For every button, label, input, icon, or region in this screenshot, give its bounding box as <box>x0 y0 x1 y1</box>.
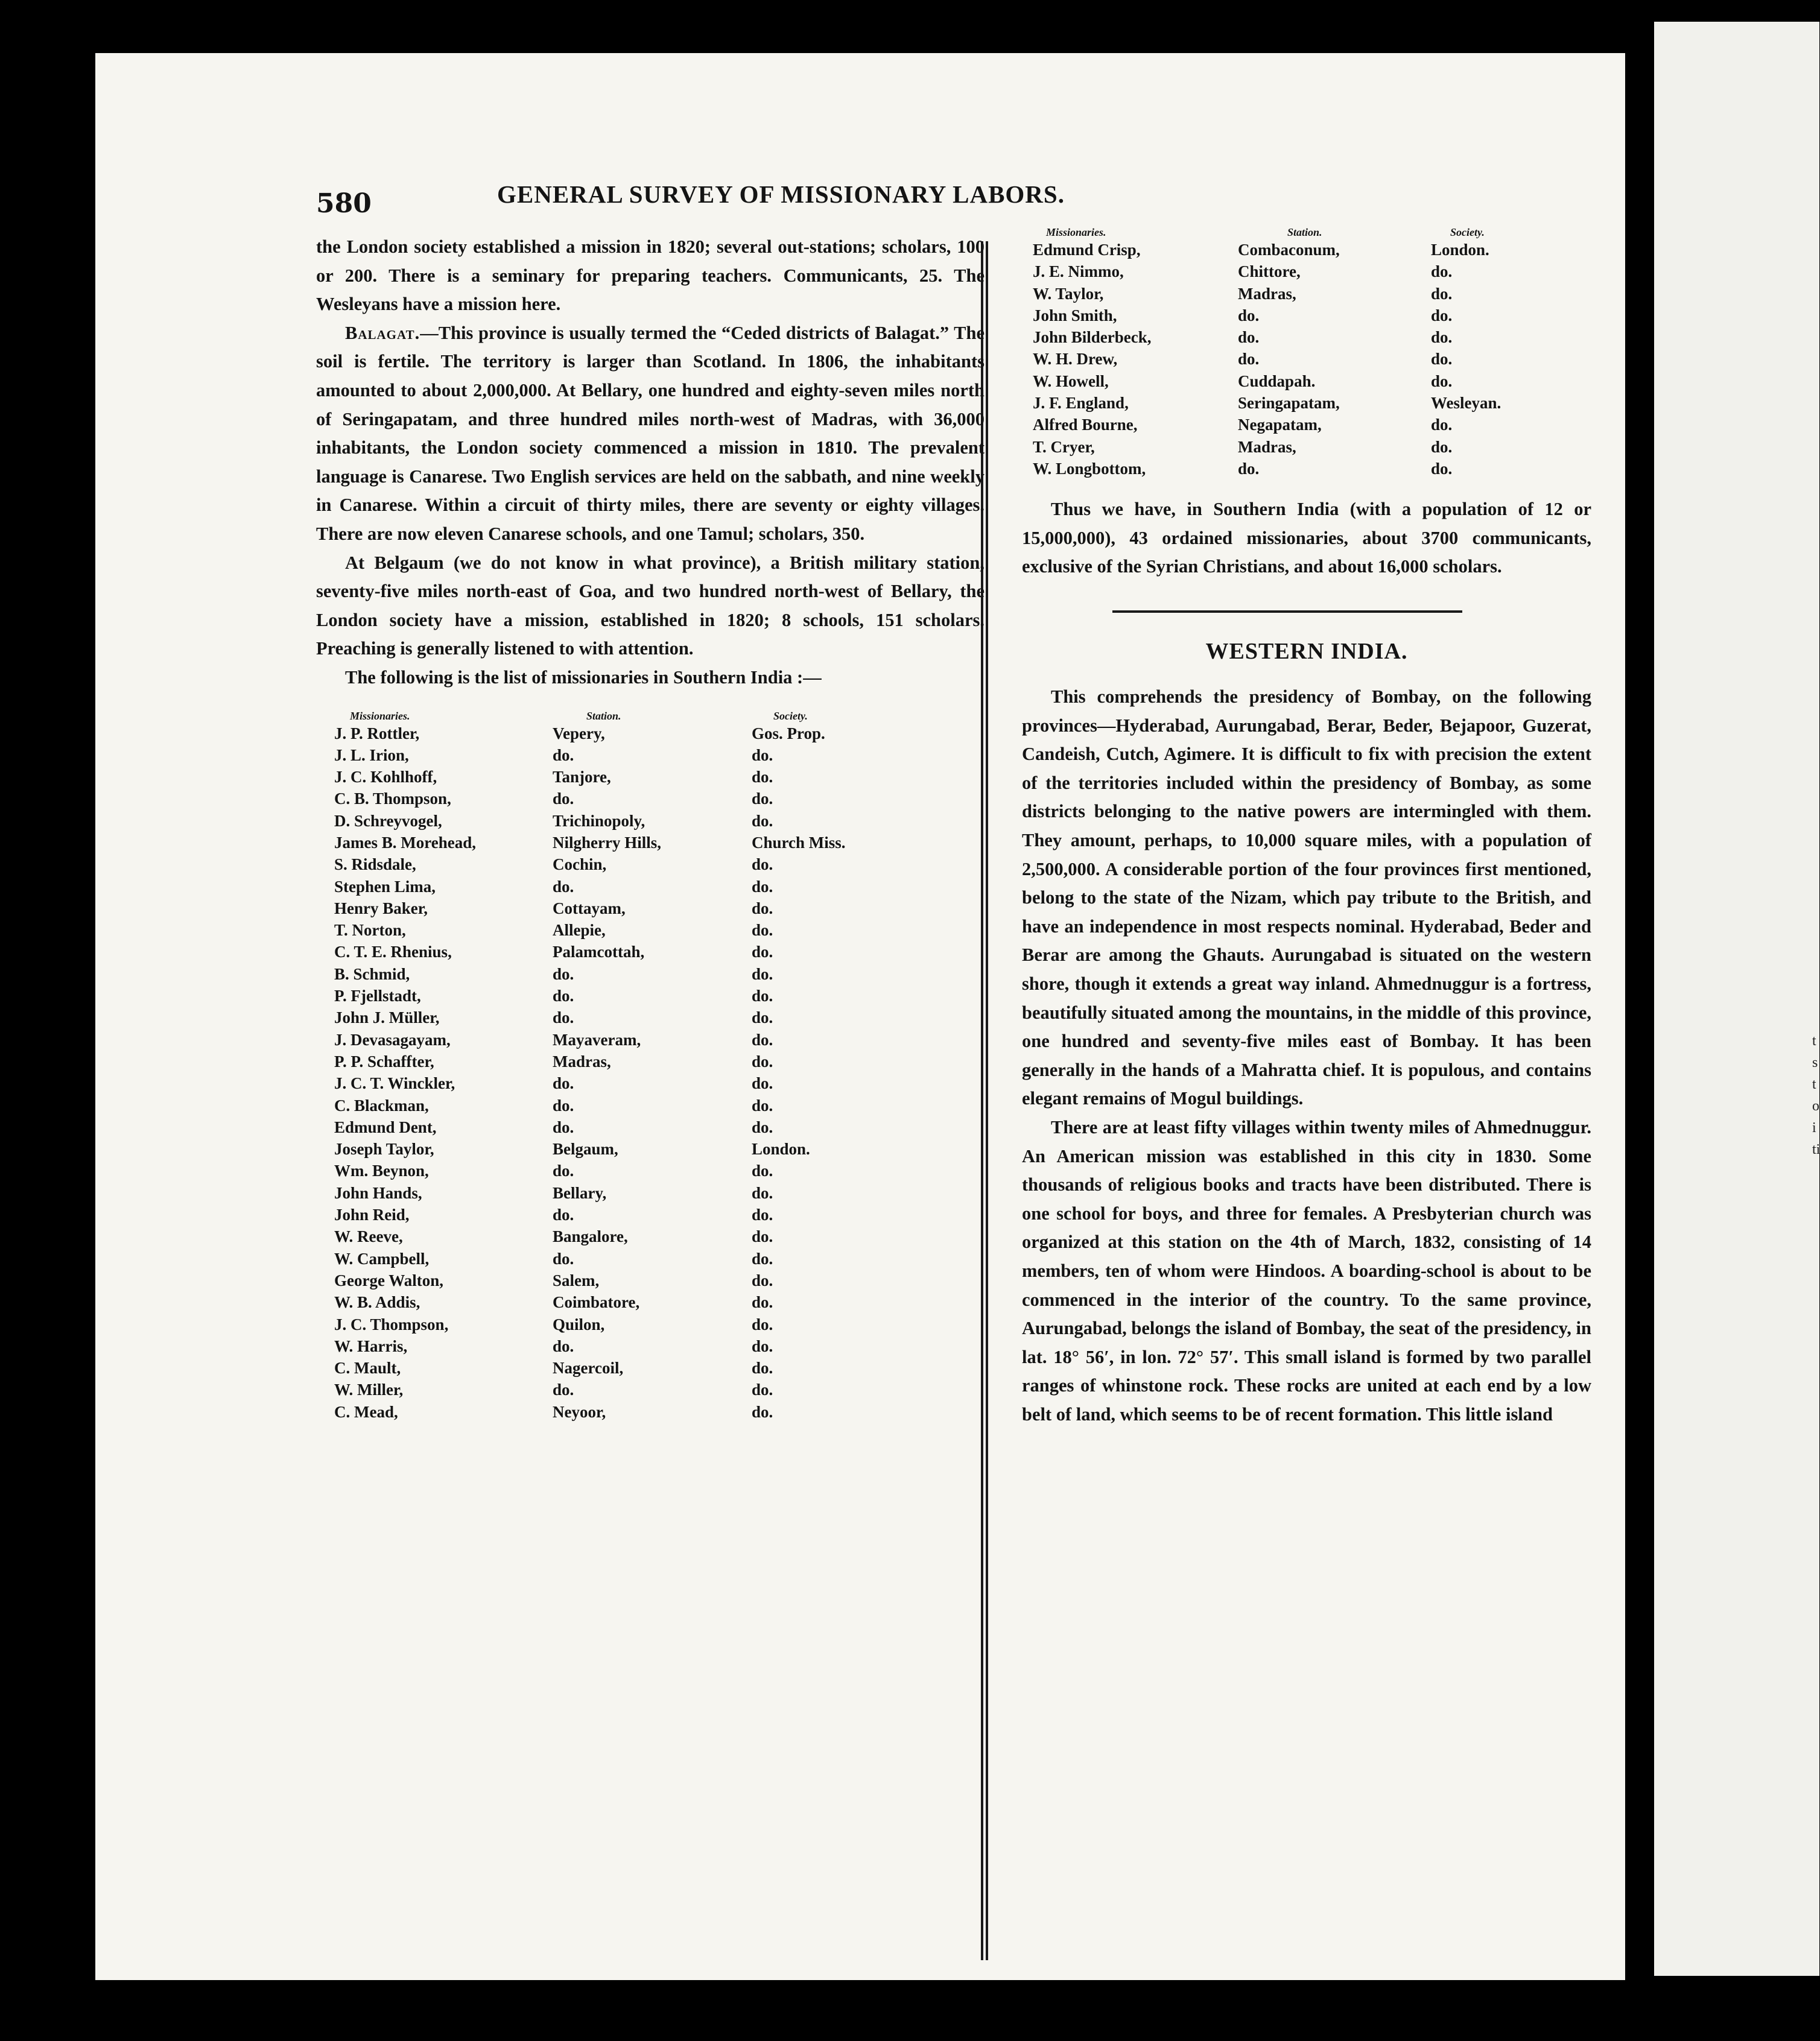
missionary-name: B. Schmid, <box>334 964 410 983</box>
missionary-name: P. P. Schaffter, <box>334 1052 434 1071</box>
station-name: Neyoor, <box>553 1402 606 1421</box>
station-name: do. <box>553 987 574 1005</box>
facing-page-edge <box>1654 22 1819 1976</box>
paragraph: There are at least fifty villages within twenty miles of Ahmednuggur. An American mission was established in this city in 1830. Some thousands of religious books and tracts have been distributed. There is one school for boys, and three for females. A Presbyterian church was organized at this station on the 4th of March, 1832, consisting of 14 members, ten of whom were Hindoos. A boarding-school is about to be commenced in the interior of the country. To the same province, Aurungabad, belongs the island of Bombay, the seat of the presidency, in lat. 18° 56′, in lon. 72° 57′. This small island is formed by two parallel ranges of whinstone rock. These rocks are united at each end by a low belt of land, which seems to be of recent formation. This little island <box>1022 1116 1591 1425</box>
society-name: Wesleyan. <box>1431 394 1501 413</box>
column-header: Missionaries. <box>1046 226 1106 238</box>
left-column <box>316 233 985 1964</box>
table-row <box>1022 261 1591 282</box>
society-name: do. <box>752 987 773 1005</box>
society-name: Church Miss. <box>752 833 846 852</box>
station-name: Mayaveram, <box>553 1030 641 1049</box>
missionary-name: W. Harris, <box>334 1337 408 1355</box>
society-name: London. <box>752 1140 810 1159</box>
paragraph: the London society established a mission in 1820; several out-stations; scholars, 100 or 200. There is a seminary for preparing teachers. Communicants, 25. The Wesleyans have a mission here. <box>316 236 985 315</box>
table-row <box>316 963 985 985</box>
station-name: do. <box>1238 328 1260 347</box>
station-name: do. <box>1238 459 1260 478</box>
society-name: do. <box>1431 459 1453 478</box>
table-row <box>1022 348 1591 370</box>
station-name: do. <box>553 877 574 896</box>
column-header: Station. <box>586 709 621 722</box>
station-name: Bangalore, <box>553 1227 628 1246</box>
station-name: Allepie, <box>553 921 606 940</box>
missionary-name: Edmund Crisp, <box>1033 241 1141 259</box>
society-name: do. <box>752 1337 773 1355</box>
station-name: Tanjore, <box>553 768 611 786</box>
missionary-name: C. Blackman, <box>334 1096 429 1115</box>
column-header: Station. <box>1287 226 1322 238</box>
society-name: do. <box>1431 306 1453 324</box>
missionary-name: W. B. Addis, <box>334 1293 420 1312</box>
table-row <box>316 744 985 766</box>
paragraph-text: —This province is usually termed the “Ceded districts of Balagat.” The soil is fertile. The territory is larger than Scotland. In 1806, the inhabitants amounted to about 2,000,000. At Bellary, one hundred and eighty-seven miles north of Seringapatam, and three hundred miles north-west of Madras, with 36,000 inhabitants, the London society commenced a mission in 1810. The prevalent language is Canarese. Two English services are held on the sabbath, and nine weekly in Canarese. Within a circuit of thirty miles, there are seventy or eighty villages. There are now eleven Canarese schools, and one Tamul; scholars, 350. <box>316 322 985 544</box>
missionary-name: W. Reeve, <box>334 1227 403 1246</box>
society-name: do. <box>1431 372 1453 390</box>
society-name: do. <box>752 943 773 961</box>
society-name: do. <box>752 855 773 874</box>
page-fragment-text: s <box>1812 1055 1818 1071</box>
station-name: Vepery, <box>553 724 605 742</box>
missionary-name: J. C. Kohlhoff, <box>334 768 437 786</box>
society-name: do. <box>1431 284 1453 303</box>
station-name: do. <box>553 1249 574 1268</box>
society-name: do. <box>1431 262 1453 281</box>
missionary-name: W. Longbottom, <box>1033 459 1146 478</box>
table-row <box>316 1029 985 1051</box>
column-header: Society. <box>773 709 808 722</box>
station-name: Nilgherry Hills, <box>553 833 661 852</box>
table-row <box>1022 305 1591 326</box>
missionary-name: J. P. Rottler, <box>334 724 420 742</box>
table-row <box>316 832 985 853</box>
missionary-name: Alfred Bourne, <box>1033 416 1138 434</box>
missionary-name: J. E. Nimmo, <box>1033 262 1124 281</box>
society-name: do. <box>752 745 773 764</box>
station-name: Cuddapah. <box>1238 372 1316 390</box>
table-row <box>1022 436 1591 458</box>
paragraph: At Belgaum (we do not know in what province), a British military station, seventy-five miles north-east of Goa, and two hundred north-west of Bellary, the London society have a mission, established in 1820; 8 schools, 151 scholars. Preaching is generally listened to with attention. <box>316 552 985 659</box>
station-name: Palamcottah, <box>553 943 645 961</box>
society-name: do. <box>752 811 773 830</box>
table-row <box>316 766 985 788</box>
book-page <box>95 53 1625 1980</box>
table-row <box>316 1226 985 1247</box>
page-fragment-text: t <box>1812 1033 1816 1049</box>
station-name: Madras, <box>553 1052 611 1071</box>
society-name: do. <box>752 790 773 808</box>
missionary-name: John Bilderbeck, <box>1033 328 1152 347</box>
missionary-name: C. Mead, <box>334 1402 398 1421</box>
table-row <box>316 1116 985 1138</box>
station-name: Combaconum, <box>1238 241 1340 259</box>
society-name: do. <box>752 1402 773 1421</box>
society-name: do. <box>752 1118 773 1136</box>
table-row <box>1022 392 1591 414</box>
station-name: Coimbatore, <box>553 1293 640 1312</box>
table-row <box>316 1401 985 1423</box>
missionary-name: J. C. T. Winckler, <box>334 1074 455 1093</box>
missionary-name: Wm. Beynon, <box>334 1162 429 1180</box>
society-name: do. <box>752 1315 773 1334</box>
society-name: do. <box>752 1183 773 1202</box>
station-name: do. <box>553 1162 574 1180</box>
missionary-name: John Smith, <box>1033 306 1117 324</box>
station-name: Quilon, <box>553 1315 605 1334</box>
station-name: Nagercoil, <box>553 1359 624 1378</box>
station-name: Cochin, <box>553 855 607 874</box>
table-row <box>316 1007 985 1028</box>
table-row <box>316 1335 985 1357</box>
page-header <box>316 180 1293 222</box>
missionary-name: John Reid, <box>334 1206 410 1224</box>
station-name: do. <box>553 1337 574 1355</box>
society-name: do. <box>752 1096 773 1115</box>
column-header: Missionaries. <box>350 709 410 722</box>
society-name: do. <box>1431 350 1453 369</box>
society-name: do. <box>752 1052 773 1071</box>
society-name: do. <box>752 1293 773 1312</box>
society-name: do. <box>752 768 773 786</box>
society-name: do. <box>752 877 773 896</box>
table-row <box>316 853 985 875</box>
station-name: do. <box>553 790 574 808</box>
missionary-table <box>1022 239 1591 479</box>
society-name: do. <box>752 921 773 940</box>
missionary-name: J. Devasagayam, <box>334 1030 451 1049</box>
missionary-name: Joseph Taylor, <box>334 1140 434 1159</box>
society-name: do. <box>1431 437 1453 456</box>
table-row <box>316 1248 985 1270</box>
society-name: London. <box>1431 241 1489 259</box>
missionary-name: W. Taylor, <box>1033 284 1104 303</box>
station-name: Madras, <box>1238 437 1296 456</box>
station-name: Negapatam, <box>1238 416 1322 434</box>
right-column <box>1022 221 1591 1964</box>
missionary-name: W. Howell, <box>1033 372 1109 390</box>
page-fragment-text: i <box>1812 1120 1816 1136</box>
page-fragment-text: t <box>1812 1077 1816 1092</box>
society-name: do. <box>1431 328 1453 347</box>
station-name: do. <box>553 745 574 764</box>
missionary-name: P. Fjellstadt, <box>334 987 421 1005</box>
table-row <box>316 1138 985 1160</box>
missionary-name: W. H. Drew, <box>1033 350 1118 369</box>
missionary-name: C. B. Thompson, <box>334 790 451 808</box>
paragraph: Thus we have, in Southern India (with a population of 12 or 15,000,000), 43 ordained missionaries, about 3700 communicants, exclusive of the Syrian Christians, and about 16,000 scholars. <box>1022 499 1591 577</box>
station-name: do. <box>553 964 574 983</box>
station-name: Salem, <box>553 1271 600 1289</box>
table-row <box>316 1160 985 1182</box>
station-name: do. <box>553 1096 574 1115</box>
missionary-name: S. Ridsdale, <box>334 855 416 874</box>
society-name: do. <box>752 964 773 983</box>
column-header: Society. <box>1450 226 1485 238</box>
society-name: do. <box>752 1162 773 1180</box>
missionary-name: Stephen Lima, <box>334 877 436 896</box>
missionary-name: Henry Baker, <box>334 899 428 917</box>
table-row <box>1022 283 1591 305</box>
table-row <box>1022 370 1591 392</box>
society-name: do. <box>752 1227 773 1246</box>
station-name: Cottayam, <box>553 899 626 917</box>
society-name: do. <box>752 1271 773 1289</box>
table-row <box>1022 239 1591 261</box>
station-name: Seringapatam, <box>1238 394 1340 413</box>
paragraph <box>316 319 985 549</box>
station-name: Belgaum, <box>553 1140 618 1159</box>
society-name: do. <box>752 1206 773 1224</box>
page-fragment-text: ti <box>1812 1142 1820 1157</box>
society-name: Gos. Prop. <box>752 724 825 742</box>
table-row <box>316 1291 985 1313</box>
station-name: do. <box>553 1206 574 1224</box>
table-header <box>316 704 985 723</box>
missionary-name: James B. Morehead, <box>334 833 476 852</box>
station-name: do. <box>1238 306 1260 324</box>
section-title: WESTERN INDIA. <box>1205 639 1408 665</box>
missionary-name: C. Mault, <box>334 1359 401 1378</box>
table-row <box>316 1182 985 1204</box>
table-row <box>316 1270 985 1291</box>
section-divider <box>1112 610 1462 613</box>
table-row <box>316 1357 985 1379</box>
column-rule <box>986 241 988 1960</box>
table-row <box>316 876 985 897</box>
table-row <box>316 1379 985 1400</box>
station-name: do. <box>553 1381 574 1399</box>
paragraph: The following is the list of missionaries in Southern India :— <box>345 666 822 688</box>
missionary-name: D. Schreyvogel, <box>334 811 442 830</box>
table-row <box>316 810 985 832</box>
station-name: do. <box>553 1008 574 1027</box>
paragraph-lead: Balagat. <box>345 322 420 343</box>
society-name: do. <box>752 1030 773 1049</box>
missionary-name: J. F. England, <box>1033 394 1129 413</box>
missionary-table <box>316 723 985 1423</box>
table-row <box>316 1204 985 1226</box>
table-row <box>1022 326 1591 348</box>
table-row <box>316 919 985 941</box>
station-name: Trichinopoly, <box>553 811 645 830</box>
table-row <box>1022 414 1591 435</box>
missionary-name: T. Norton, <box>334 921 406 940</box>
page-fragment-text: o <box>1812 1098 1819 1114</box>
table-row <box>1022 458 1591 479</box>
table-row <box>316 941 985 963</box>
missionary-name: W. Campbell, <box>334 1249 430 1268</box>
station-name: Madras, <box>1238 284 1296 303</box>
missionary-name: John Hands, <box>334 1183 422 1202</box>
missionary-name: J. C. Thompson, <box>334 1315 449 1334</box>
society-name: do. <box>752 1249 773 1268</box>
station-name: do. <box>553 1118 574 1136</box>
table-row <box>316 1095 985 1116</box>
station-name: Bellary, <box>553 1183 607 1202</box>
station-name: do. <box>1238 350 1260 369</box>
society-name: do. <box>1431 416 1453 434</box>
missionary-name: C. T. E. Rhenius, <box>334 943 452 961</box>
table-row <box>316 1072 985 1094</box>
missionary-name: W. Miller, <box>334 1381 404 1399</box>
society-name: do. <box>752 1381 773 1399</box>
society-name: do. <box>752 1074 773 1093</box>
missionary-name: T. Cryer, <box>1033 437 1095 456</box>
society-name: do. <box>752 899 773 917</box>
society-name: do. <box>752 1359 773 1378</box>
paragraph: This comprehends the presidency of Bombay, on the following provinces—Hyderabad, Aurungabad, Berar, Beder, Bejapoor, Guzerat, Candeish, Cutch, Agimere. It is difficult to fix with precision the extent of the territories included within the presidency of Bombay, as some districts belonging to the native powers are intermingled with them. They amount, perhaps, to 10,000 square miles, with a population of 2,500,000. A considerable portion of the four provinces first mentioned, belong to the state of the Nizam, which pay tribute to the British, and have an independence in most respects nominal. Hyderabad, Beder and Berar are among the Ghauts. Aurungabad is situated on the western shore, though it extends a great way inland. Ahmednuggur is a fortress, beautifully situated among the mountains, in the middle of this province, one hundred and seventy-five miles east of Bombay. It has been generally in the hands of a Mahratta chief. It is populous, and contains elegant remains of Mogul buildings. <box>1022 686 1591 1109</box>
table-header <box>1022 221 1591 239</box>
table-row <box>316 723 985 744</box>
table-row <box>316 1051 985 1072</box>
table-row <box>316 897 985 919</box>
station-name: do. <box>553 1074 574 1093</box>
missionary-name: George Walton, <box>334 1271 443 1289</box>
table-row <box>316 1314 985 1335</box>
society-name: do. <box>752 1008 773 1027</box>
table-row <box>316 788 985 809</box>
missionary-name: John J. Müller, <box>334 1008 440 1027</box>
missionary-name: Edmund Dent, <box>334 1118 437 1136</box>
table-row <box>316 985 985 1007</box>
running-head: GENERAL SURVEY OF MISSIONARY LABORS. <box>497 180 1065 208</box>
missionary-name: J. L. Irion, <box>334 745 409 764</box>
station-name: Chittore, <box>1238 262 1301 281</box>
page-number: 580 <box>316 188 372 219</box>
